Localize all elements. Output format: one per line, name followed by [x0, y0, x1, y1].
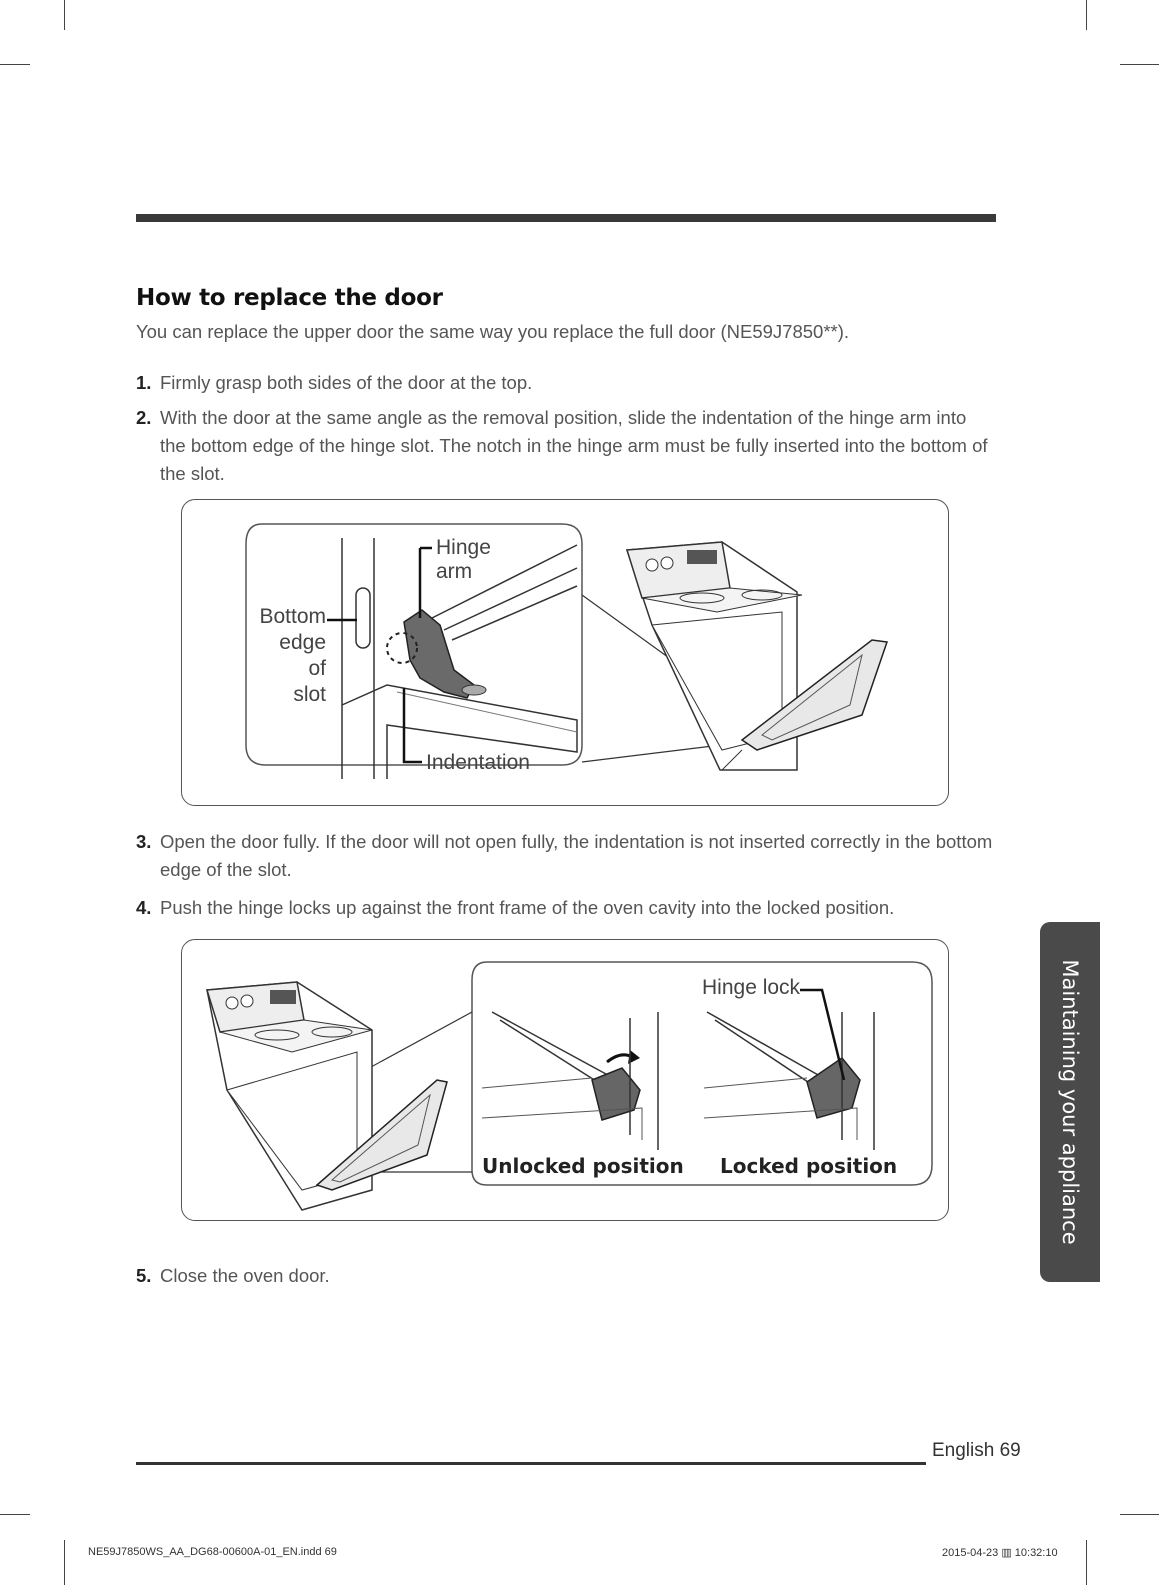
step-1 — [136, 369, 996, 397]
step-text: Open the door fully. If the door will not open fully, the indentation is not inserted correctly in the bottom edge of the slot. — [160, 831, 993, 880]
hinge-lock-illustration — [182, 940, 948, 1220]
step-text: Push the hinge locks up against the front frame of the oven cavity into the locked position. — [160, 897, 895, 918]
step-number: 1. — [136, 372, 152, 393]
step-text: Firmly grasp both sides of the door at the top. — [160, 372, 533, 393]
footer-page-number: English 69 — [932, 1440, 1021, 1461]
crop-mark — [0, 1514, 30, 1515]
crop-mark — [1086, 1540, 1087, 1585]
step-4 — [136, 894, 996, 922]
locked-position-label: Locked position — [720, 1154, 898, 1178]
section-top-bar — [136, 214, 996, 222]
hinge-lock-label: Hinge lock — [702, 976, 801, 999]
bottom-edge-label: Bottom edge of slot — [259, 605, 326, 706]
crop-mark — [1120, 1514, 1159, 1515]
step-text: With the door at the same angle as the removal position, slide the indentation of the hinge arm into the bottom edge of the hinge slot. The notch in the hinge arm must be fully inserted into the bottom of the slot. — [160, 407, 988, 484]
hinge-arm-label: Hinge arm — [436, 536, 491, 583]
intro-text: You can replace the upper door the same way you replace the full door (NE59J7850**). — [136, 321, 850, 342]
crop-mark — [1120, 64, 1159, 65]
unlocked-position-label: Unlocked position — [482, 1154, 684, 1178]
step-number: 2. — [136, 407, 152, 428]
chapter-side-tab — [1040, 922, 1100, 1282]
crop-mark — [1086, 0, 1087, 30]
section-heading: How to replace the door — [136, 285, 443, 311]
print-file-info: NE59J7850WS_AA_DG68-00600A-01_EN.indd 69 — [88, 1546, 337, 1558]
step-number: 3. — [136, 831, 152, 852]
step-5 — [136, 1262, 996, 1290]
figure-hinge-lock — [181, 939, 949, 1221]
step-3 — [136, 828, 996, 884]
chapter-side-tab-label: Maintaining your appliance — [1058, 959, 1082, 1245]
step-number: 5. — [136, 1265, 152, 1286]
crop-mark — [0, 64, 30, 65]
footer-rule — [136, 1462, 926, 1465]
print-timestamp: 2015-04-23 ▥ 10:32:10 — [942, 1547, 1058, 1559]
crop-mark — [64, 1540, 65, 1585]
figure-hinge-insert — [181, 499, 949, 806]
step-2 — [136, 404, 996, 488]
step-text: Close the oven door. — [160, 1265, 330, 1286]
indentation-label: Indentation — [426, 751, 530, 774]
step-number: 4. — [136, 897, 152, 918]
crop-mark — [64, 0, 65, 30]
